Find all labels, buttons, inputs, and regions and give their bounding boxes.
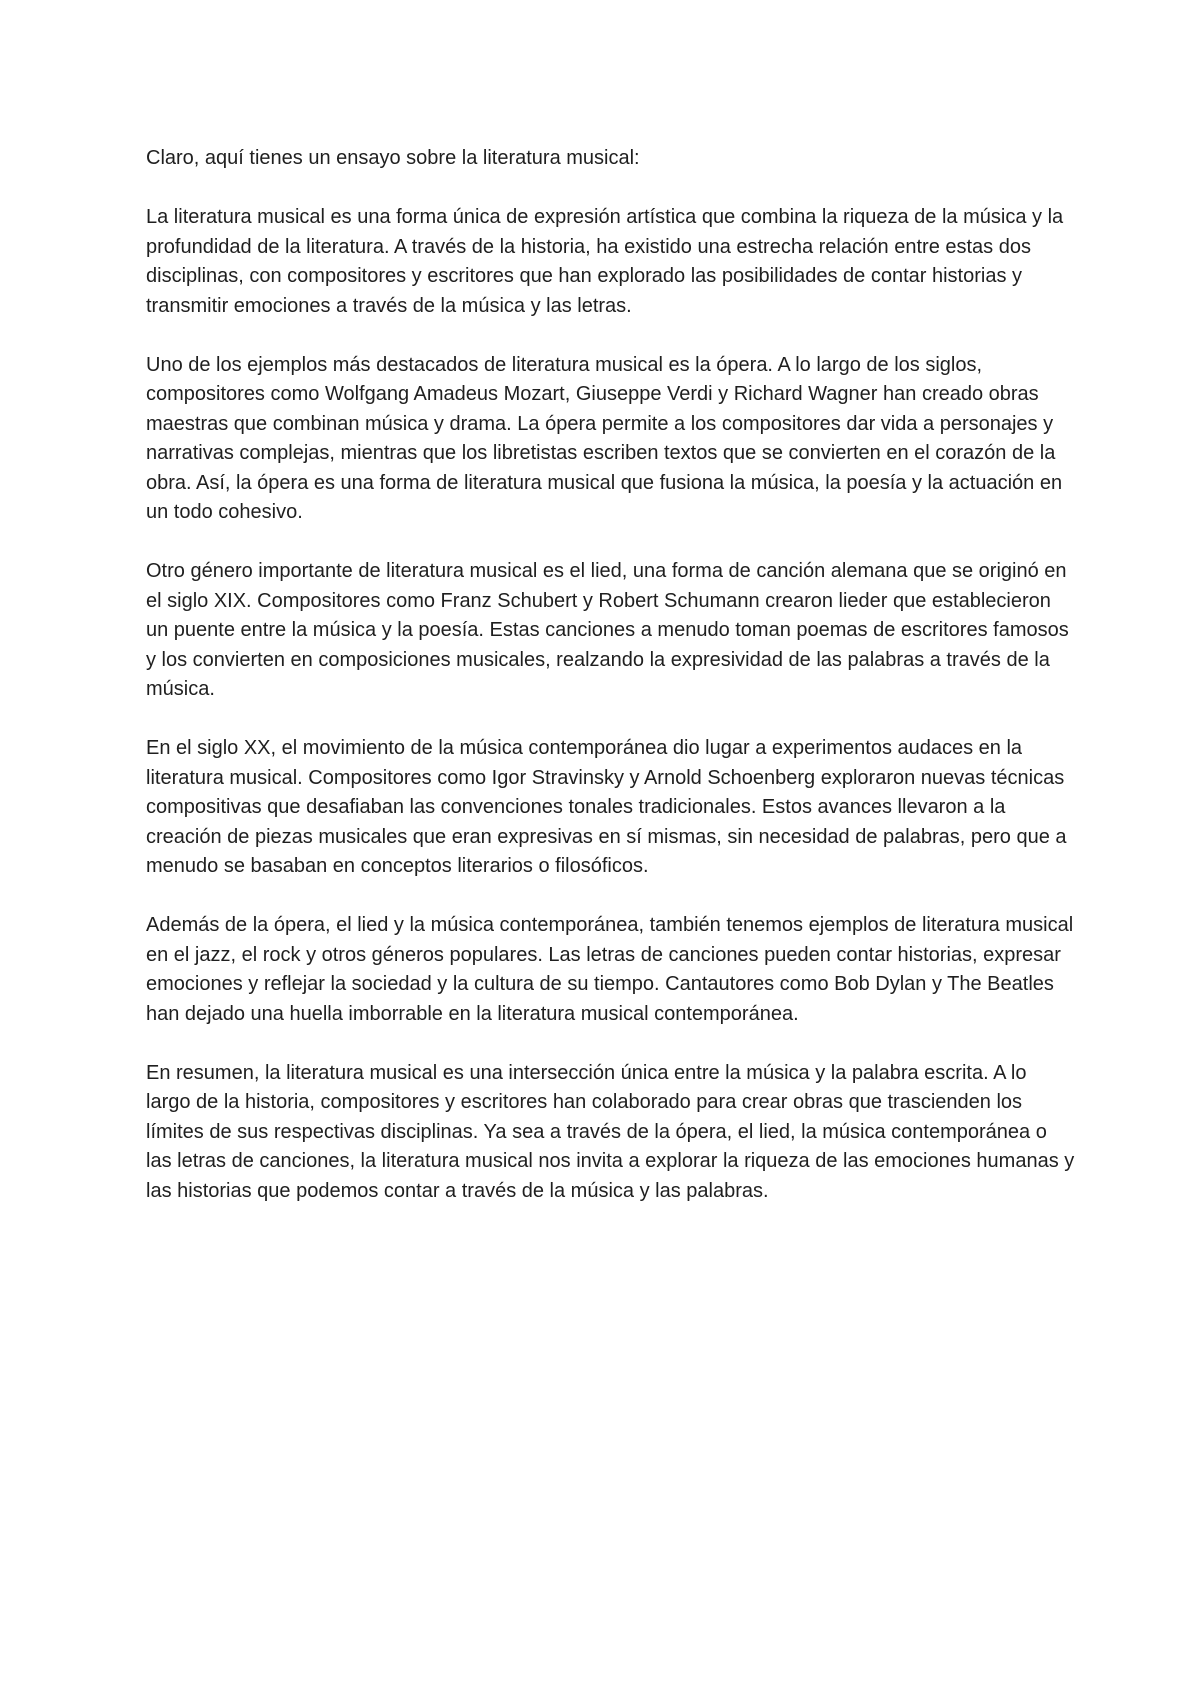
paragraph-6: En resumen, la literatura musical es una intersección única entre la música y la palabra escrita. A lo largo de la historia, compositores y escritores han colaborado para crear obras que trascienden los límites de sus respectivas disciplinas. Ya sea a través de la ópera, el lied, la música contemporánea o las letras de canciones, la literatura musical nos invita a explorar la riqueza de las emociones humanas y las historias que podemos contar a través de la música y las palabras. (146, 1061, 1075, 1202)
essay-body (146, 144, 1076, 1236)
paragraph-4: En el siglo XX, el movimiento de la música contemporánea dio lugar a experimentos audaces en la literatura musical. Compositores como Igor Stravinsky y Arnold Schoenberg exploraron nuevas técnicas compositivas que desafiaban las convenciones tonales tradicionales. Estos avances llevaron a la creación de piezas musicales que eran expresivas en sí mismas, sin necesidad de palabras, pero que a menudo se basaban en conceptos literarios o filosóficos. (146, 737, 1067, 877)
paragraph-1: La literatura musical es una forma única de expresión artística que combina la riqueza de la música y la profundidad de la literatura. A través de la historia, ha existido una estrecha relación entre estas dos disciplinas, con compositores y escritores que han explorado las posibilidades de contar historias y transmitir emociones a través de la música y las letras. (146, 206, 1064, 317)
paragraph-3: Otro género importante de literatura musical es el lied, una forma de canción alemana que se originó en el siglo XIX. Compositores como Franz Schubert y Robert Schumann crearon lieder que establecieron un puente entre la música y la poesía. Estas canciones a menudo toman poemas de escritores famosos y los convierten en composiciones musicales, realzando la expresividad de las palabras a través de la música. (146, 560, 1069, 700)
paragraph-2: Uno de los ejemplos más destacados de literatura musical es la ópera. A lo largo de los siglos, compositores como Wolfgang Amadeus Mozart, Giuseppe Verdi y Richard Wagner han creado obras maestras que combinan música y drama. La ópera permite a los compositores dar vida a personajes y narrativas complejas, mientras que los libretistas escriben textos que se convierten en el corazón de la obra. Así, la ópera es una forma de literatura musical que fusiona la música, la poesía y la actuación en un todo cohesivo. (146, 353, 1063, 523)
paragraph-5: Además de la ópera, el lied y la música contemporánea, también tenemos ejemplos de literatura musical en el jazz, el rock y otros géneros populares. Las letras de canciones pueden contar historias, expresar emociones y reflejar la sociedad y la cultura de su tiempo. Cantautores como Bob Dylan y The Beatles han dejado una huella imborrable en la literatura musical contemporánea. (146, 914, 1074, 1025)
intro-line: Claro, aquí tienes un ensayo sobre la literatura musical: (146, 147, 640, 169)
